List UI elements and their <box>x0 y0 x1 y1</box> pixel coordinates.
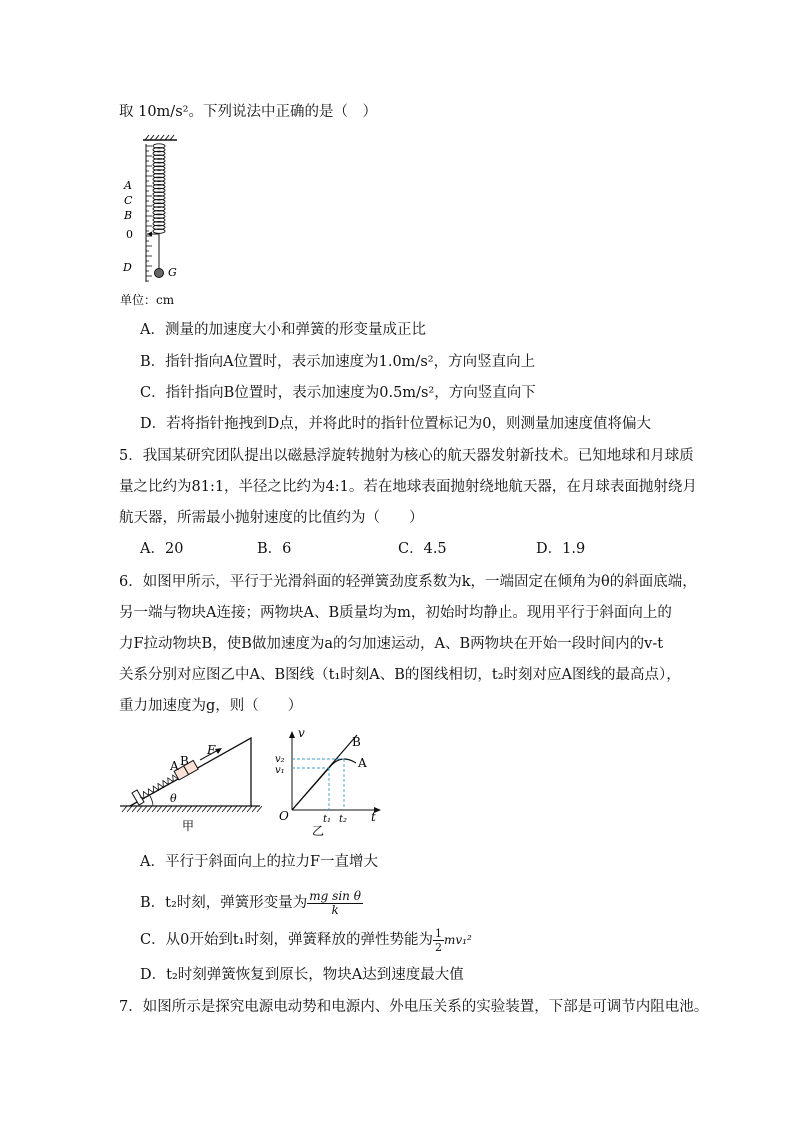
q6-option-b-numerator: mg sin θ <box>309 888 361 903</box>
label-B: B <box>124 209 133 222</box>
jia-label-F: F <box>207 743 216 757</box>
q6-option-c <box>140 922 472 958</box>
yi-label-v2: v₂ <box>275 754 285 765</box>
q6-option-a: A．平行于斜面向上的拉力F一直增大 <box>140 854 379 870</box>
q4-option-d: D．若将指针拖拽到D点，并将此时的指针位置标记为0，则测量加速度值将偏大 <box>140 416 651 432</box>
q6-option-c-numerator: 1 <box>434 926 442 940</box>
q7-line-1: 7．如图所示是探究电源电动势和电源内、外电压关系的实验装置，下部是可调节内阻电池。 <box>119 999 709 1015</box>
label-G: G <box>168 266 177 279</box>
yi-label-t: t <box>371 810 376 824</box>
jia-label-A: A <box>170 759 179 773</box>
q6-option-b <box>140 885 363 921</box>
yi-label-B: B <box>352 735 361 749</box>
q6-figure-yi <box>274 722 386 840</box>
q5-line-2: 量之比约为81:1，半径之比约为4:1。若在地球表面抛射绕地航天器，在月球表面抛射绕月 <box>119 479 697 495</box>
jia-label-theta: θ <box>170 792 177 805</box>
q6-figure-jia <box>118 730 268 840</box>
label-0: 0 <box>126 228 133 241</box>
yi-label-t1: t₁ <box>323 814 332 825</box>
unit-caption: 单位：cm <box>120 293 175 307</box>
q4-option-b: B．指针指向A位置时，表示加速度为1.0m/s²，方向竖直向上 <box>140 354 536 370</box>
q4-option-c: C．指针指向B位置时，表示加速度为0.5m/s²，方向竖直向下 <box>140 385 536 401</box>
jia-caption: 甲 <box>182 819 195 833</box>
q6-line-3: 力F拉动物块B，使B做加速度为a的匀加速运动，A、B两物块在开始一段时间内的v-t <box>119 636 664 652</box>
label-A: A <box>124 179 132 192</box>
q4-stem-tail: 取 10m/s²。下列说法中正确的是（ ） <box>119 104 377 120</box>
q6-option-c-denominator: 2 <box>434 940 442 954</box>
q6-option-b-prefix: B．t₂时刻，弹簧形变量为 <box>140 895 308 911</box>
q4-spring-figure <box>115 132 205 312</box>
q6-line-1: 6．如图甲所示，平行于光滑斜面的轻弹簧劲度系数为k，一端固定在倾角为θ的斜面底端， <box>119 574 697 590</box>
q5-option-a: A．20 <box>140 541 184 557</box>
q5-option-b: B．6 <box>257 541 292 557</box>
q5-line-1: 5．我国某研究团队提出以磁悬浮旋转抛射为核心的航天器发射新技术。已知地球和月球质 <box>119 448 694 464</box>
yi-label-t2: t₂ <box>339 814 348 825</box>
q5-line-3: 航天器，所需最小抛射速度的比值约为（ ） <box>119 510 424 526</box>
yi-caption: 乙 <box>312 824 325 838</box>
q5-option-d: D．1.9 <box>536 541 586 557</box>
q4-option-a: A．测量的加速度大小和弹簧的形变量成正比 <box>140 322 426 338</box>
q6-line-2: 另一端与物块A连接；两物块A、B质量均为m，初始时均静止。现用平行于斜面向上的 <box>119 605 672 621</box>
yi-label-O: O <box>279 809 289 823</box>
yi-label-v1: v₁ <box>275 765 285 776</box>
yi-label-A: A <box>358 756 367 770</box>
label-D: D <box>123 261 132 274</box>
q6-option-b-fraction <box>307 890 363 917</box>
q6-option-c-prefix: C．从0开始到t₁时刻，弹簧释放的弹性势能为 <box>140 932 433 948</box>
q6-option-d: D．t₂时刻弹簧恢复到原长，物块A达到速度最大值 <box>140 967 464 983</box>
q6-option-c-fraction <box>433 927 444 954</box>
q6-line-5: 重力加速度为g，则（ ） <box>119 698 303 714</box>
q6-option-c-tail: mv₁² <box>443 933 472 947</box>
yi-label-v: v <box>298 726 305 740</box>
label-C: C <box>124 194 133 207</box>
q6-option-b-denominator: k <box>331 902 339 917</box>
q5-option-c: C．4.5 <box>398 541 447 557</box>
jia-label-B: B <box>180 754 189 768</box>
q6-line-4: 关系分别对应图乙中A、B图线（t₁时刻A、B的图线相切，t₂时刻对应A图线的最高点）， <box>119 667 681 683</box>
